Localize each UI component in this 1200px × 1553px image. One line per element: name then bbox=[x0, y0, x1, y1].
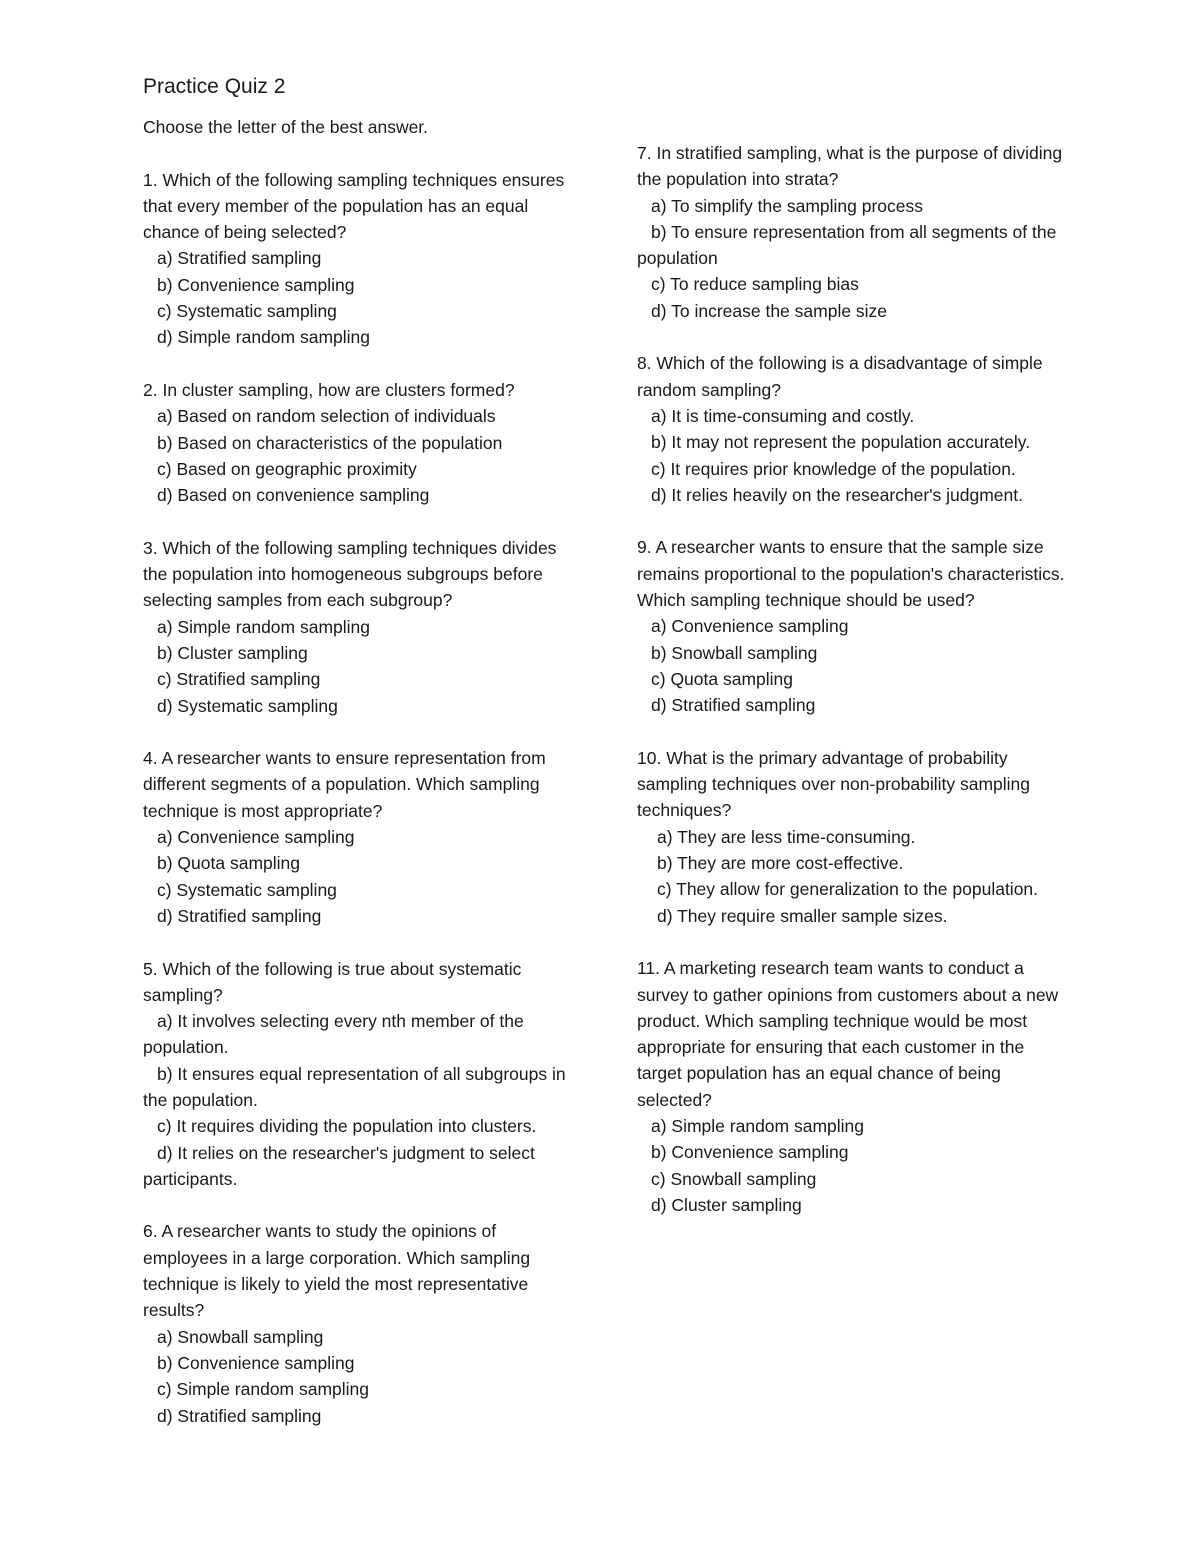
answer-options bbox=[143, 1008, 573, 1192]
answer-options bbox=[637, 824, 1067, 929]
answer-options bbox=[637, 403, 1067, 508]
option-d: d) They require smaller sample sizes. bbox=[657, 905, 948, 926]
question-text: 10. What is the primary advantage of probability sampling techniques over non-probability sampling techniques? bbox=[637, 747, 1030, 821]
option-b: b) It ensures equal representation of all subgroups in the population. bbox=[143, 1063, 566, 1110]
question-text: 9. A researcher wants to ensure that the sample size remains proportional to the population's characteristics. Which sampling technique should be used? bbox=[637, 537, 1065, 611]
question-text: 8. Which of the following is a disadvantage of simple random sampling? bbox=[637, 353, 1043, 400]
question-7 bbox=[637, 140, 1067, 324]
option-b: b) To ensure representation from all segments of the population bbox=[637, 221, 1057, 269]
option-c: c) Based on geographic proximity bbox=[157, 458, 417, 479]
question-8 bbox=[637, 350, 1067, 508]
option-b: b) It may not represent the population accurately. bbox=[651, 432, 1031, 453]
question-6 bbox=[143, 1218, 573, 1428]
answer-options bbox=[637, 1113, 1067, 1218]
question-4 bbox=[143, 745, 573, 929]
option-c: c) Systematic sampling bbox=[157, 879, 337, 900]
option-d: d) Cluster sampling bbox=[651, 1194, 802, 1215]
option-a: a) Simple random sampling bbox=[651, 1115, 865, 1136]
option-b: b) Quota sampling bbox=[157, 853, 300, 874]
answer-options bbox=[637, 613, 1067, 718]
question-1 bbox=[143, 167, 573, 351]
option-b: b) They are more cost-effective. bbox=[657, 853, 904, 874]
question-text: 11. A marketing research team wants to conduct a survey to gather opinions from customers about a new product. Which sampling technique would be most appropriate for ensuring that each customer in the target population has an equal chance of being selected? bbox=[637, 958, 1059, 1110]
instructions: Choose the letter of the best answer. bbox=[143, 117, 429, 137]
question-3 bbox=[143, 535, 573, 719]
option-a: a) To simplify the sampling process bbox=[651, 195, 924, 216]
option-a: a) Based on random selection of individuals bbox=[157, 406, 496, 427]
option-d: d) Based on convenience sampling bbox=[157, 485, 430, 506]
option-c: c) Quota sampling bbox=[651, 668, 794, 689]
page-title: Practice Quiz 2 bbox=[143, 75, 286, 98]
option-a: a) Snowball sampling bbox=[157, 1326, 324, 1347]
option-d: d) It relies heavily on the researcher's judgment. bbox=[651, 484, 1023, 505]
question-text: 2. In cluster sampling, how are clusters formed? bbox=[143, 379, 515, 400]
option-a: a) It involves selecting every nth member of the population. bbox=[143, 1011, 524, 1058]
option-a: a) They are less time-consuming. bbox=[657, 826, 916, 847]
option-c: c) Systematic sampling bbox=[157, 301, 337, 322]
option-b: b) Based on characteristics of the population bbox=[157, 432, 503, 453]
option-c: c) It requires prior knowledge of the population. bbox=[651, 458, 1016, 479]
option-d: d) It relies on the researcher's judgment to select participants. bbox=[143, 1142, 535, 1189]
answer-options bbox=[637, 193, 1067, 324]
option-b: b) Convenience sampling bbox=[651, 1142, 849, 1163]
left-column bbox=[143, 114, 573, 1455]
option-c: c) Stratified sampling bbox=[157, 669, 321, 690]
option-b: b) Snowball sampling bbox=[651, 642, 818, 663]
question-2 bbox=[143, 377, 573, 508]
answer-options bbox=[143, 245, 573, 350]
option-c: c) Snowball sampling bbox=[651, 1168, 817, 1189]
option-d: d) Stratified sampling bbox=[157, 905, 322, 926]
option-c: c) To reduce sampling bias bbox=[651, 274, 859, 295]
answer-options bbox=[143, 403, 573, 508]
question-text: 5. Which of the following is true about systematic sampling? bbox=[143, 958, 522, 1005]
option-b: b) Convenience sampling bbox=[157, 1352, 355, 1373]
option-b: b) Cluster sampling bbox=[157, 642, 308, 663]
option-a: a) Convenience sampling bbox=[651, 616, 849, 637]
option-c: c) Simple random sampling bbox=[157, 1379, 370, 1400]
option-a: a) Convenience sampling bbox=[157, 827, 355, 848]
question-10 bbox=[637, 745, 1067, 929]
option-c: c) It requires dividing the population into clusters. bbox=[157, 1116, 537, 1137]
question-5 bbox=[143, 956, 573, 1193]
option-a: a) Stratified sampling bbox=[157, 248, 322, 269]
option-d: d) Simple random sampling bbox=[157, 327, 371, 348]
option-d: d) Stratified sampling bbox=[157, 1405, 322, 1426]
answer-options bbox=[143, 614, 573, 719]
question-9 bbox=[637, 534, 1067, 718]
option-d: d) Systematic sampling bbox=[157, 695, 338, 716]
answer-options bbox=[143, 824, 573, 929]
question-11 bbox=[637, 955, 1067, 1218]
option-c: c) They allow for generalization to the population. bbox=[657, 879, 1039, 900]
question-text: 1. Which of the following sampling techniques ensures that every member of the population has an equal chance of being selected? bbox=[143, 169, 565, 243]
question-text: 3. Which of the following sampling techniques divides the population into homogeneous subgroups before selecting samples from each subgroup? bbox=[143, 537, 557, 611]
option-a: a) It is time-consuming and costly. bbox=[651, 405, 915, 426]
option-d: d) To increase the sample size bbox=[651, 300, 888, 321]
question-text: 7. In stratified sampling, what is the purpose of dividing the population into strata? bbox=[637, 143, 1063, 190]
question-text: 6. A researcher wants to study the opinions of employees in a large corporation. Which sampling technique is likely to yield the most representative results? bbox=[143, 1221, 531, 1321]
right-column bbox=[637, 140, 1067, 1244]
option-d: d) Stratified sampling bbox=[651, 695, 816, 716]
question-text: 4. A researcher wants to ensure representation from different segments of a population. Which sampling technique is most appropriate? bbox=[143, 748, 546, 821]
option-b: b) Convenience sampling bbox=[157, 274, 355, 295]
option-a: a) Simple random sampling bbox=[157, 616, 371, 637]
answer-options bbox=[143, 1324, 573, 1429]
